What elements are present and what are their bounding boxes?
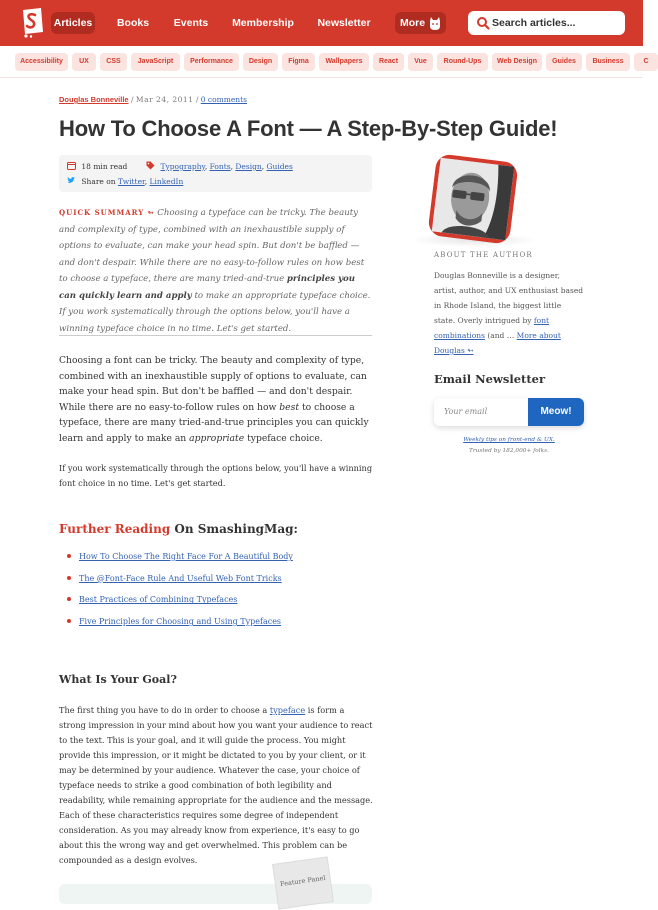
tag-css[interactable]: CSS [100, 53, 127, 71]
font-combinations-link[interactable]: font combinations [434, 316, 549, 340]
summary-text: to make an appropriate typeface choice. If you work systematically through the options below, you'll have a winning typeface choice in no time. Let's get started. [59, 291, 370, 334]
article-title: How To Choose A Font — A Step-By-Step Guide! [59, 116, 557, 142]
category-link[interactable]: Guides [267, 162, 293, 171]
subscribe-button[interactable]: Meow! [528, 398, 584, 426]
text: The first thing you have to do in order to choose a [59, 705, 267, 715]
text: (and … [487, 331, 514, 340]
tag-figma[interactable]: Figma [282, 53, 315, 71]
paragraph: If you work systematically through the options below, you'll have a winning font choice in no time. Let's get started. [59, 461, 373, 491]
comments-link[interactable]: 0 comments [201, 95, 247, 104]
list-item [67, 574, 293, 596]
tag-wallpapers[interactable]: Wallpapers [319, 53, 369, 71]
avatar-photo [432, 158, 514, 240]
meta-separator: / [196, 95, 201, 104]
text: typeface choice. [247, 433, 323, 444]
category-link[interactable]: Typography [161, 162, 205, 171]
email-field[interactable]: Your email [434, 398, 528, 426]
tag-round-ups[interactable]: Round-Ups [437, 53, 488, 71]
summary-text: Choosing a typeface can be tricky. The beauty and complexity of type, combined with an inexhaustible supply of options to evaluate, can make your head spin. But don't be baffled — and don't despair. While there are no easy-to-follow rules on how best to choose a typeface, there are many tried-and-true [59, 208, 364, 284]
smashing-logo-icon[interactable] [20, 8, 44, 38]
nav-more[interactable] [395, 12, 446, 34]
share-linkedin-link[interactable]: LinkedIn [150, 177, 184, 186]
tag-business[interactable]: Business [586, 53, 630, 71]
further-reading-list [67, 552, 293, 639]
divider [59, 335, 372, 336]
text: to choose a typeface, there are many tried-and-true principles you can quickly learn and apply to make an [59, 402, 369, 444]
author-avatar[interactable] [427, 153, 518, 244]
search-input[interactable] [468, 11, 625, 35]
list-item [67, 552, 293, 574]
emphasis: best [279, 402, 299, 413]
info-line-2: Share on Twitter, LinkedIn [67, 176, 183, 186]
feature-panel-tag: Feature Panel [272, 856, 334, 909]
tag-c[interactable]: C [634, 53, 658, 71]
text: Douglas Bonneville is a designer, artist, author, and UX enthusiast based in Rhode Island, the biggest little state. Overly intrigued by [434, 271, 583, 325]
text: Choosing a font can be tricky. The beauty and complexity of type, combined with an inexhaustible supply of options to evaluate, can make your head spin. But don't be baffled — and don't despair. While there are no easy-to-follow rules on how [59, 355, 367, 413]
tag-ux[interactable]: UX [72, 53, 96, 71]
list-item [67, 595, 293, 617]
tag-icon [146, 161, 155, 170]
about-author-label: ABOUT THE AUTHOR [434, 251, 533, 259]
further-reading-site: On SmashingMag: [174, 522, 298, 536]
further-reading-link[interactable]: The @Font-Face Rule And Useful Web Font Tricks [79, 574, 282, 583]
weekly-tips-link[interactable]: Weekly tips on front-end & UX. [434, 437, 584, 443]
tag-accessibility[interactable]: Accessibility [15, 53, 68, 71]
tag-web-design[interactable]: Web Design [492, 53, 542, 71]
tag-design[interactable]: Design [243, 53, 278, 71]
typeface-link[interactable]: typeface [270, 705, 305, 715]
nav-articles[interactable]: Articles [51, 12, 95, 34]
further-reading-heading [59, 522, 298, 536]
more-about-author-link[interactable]: More about Douglas ↬ [434, 331, 561, 355]
section-heading: What Is Your Goal? [59, 673, 177, 686]
read-time: 18 min read [81, 162, 127, 171]
author-portrait-icon [432, 158, 514, 240]
list-item [67, 617, 293, 639]
further-reading-link[interactable]: How To Choose The Right Face For A Beautiful Body [79, 552, 293, 561]
article-meta [59, 95, 247, 104]
paragraph [59, 703, 373, 868]
bullet-icon [67, 554, 71, 558]
search-icon [476, 16, 490, 30]
quick-summary-label: QUICK SUMMARY ↬ [59, 208, 155, 217]
nav-events[interactable]: Events [170, 12, 212, 34]
search-placeholder: Search articles... [492, 11, 575, 35]
author-link[interactable]: Douglas Bonneville [59, 95, 129, 104]
text: is form a strong impression in your mind about how you want your audience to react to the text. This is your goal, and it will guide the process. You might provide this impression, or it might be dictated to you by your client, or it may be determined by your audience. Whatever the case, your choice of typeface needs to strike a good combination of both legibility and readability, while remaining appropriate for the audience and the message. Each of these characteristics requires some degree of independent consideration. As you may already know from experience, it's easy to go about this the wrong way and get overwhelmed. This problem can be compounded as a design evolves. [59, 705, 373, 865]
cat-icon [428, 15, 442, 31]
tag-react[interactable]: React [373, 53, 404, 71]
nav-more-label: More [400, 17, 425, 29]
publish-date: Mar 24, 2011 [136, 95, 194, 104]
nav-books[interactable]: Books [113, 12, 153, 34]
bullet-icon [67, 597, 71, 601]
trusted-count: Trusted by 182,000+ folks. [434, 448, 584, 454]
summary-bold: principles you can quickly learn and apply [59, 274, 355, 301]
emphasis: appropriate [189, 433, 244, 444]
further-reading-link[interactable]: Five Principles for Choosing and Using Typefaces [79, 617, 281, 626]
category-link[interactable]: Design [235, 162, 261, 171]
top-nav [0, 0, 643, 46]
tag-javascript[interactable]: JavaScript [131, 53, 180, 71]
nav-newsletter[interactable]: Newsletter [313, 12, 375, 34]
twitter-icon [67, 176, 76, 185]
topic-tags-bar [0, 46, 643, 78]
nav-membership[interactable]: Membership [230, 12, 296, 34]
share-label: Share on [81, 177, 115, 186]
info-line-1: 18 min read Typography, Fonts, Design, Guides [67, 161, 293, 171]
newsletter-form [434, 398, 584, 426]
further-reading-link[interactable]: Best Practices of Combining Typefaces [79, 595, 237, 604]
calendar-icon [67, 161, 76, 170]
tag-performance[interactable]: Performance [184, 53, 239, 71]
intro-paragraph [59, 353, 373, 447]
bullet-icon [67, 576, 71, 580]
about-author-text [434, 268, 584, 358]
tag-guides[interactable]: Guides [546, 53, 582, 71]
category-link[interactable]: Fonts [210, 162, 231, 171]
further-reading-label: Further Reading [59, 522, 170, 536]
newsletter-title: Email Newsletter [434, 372, 545, 386]
meta-separator: / [131, 95, 136, 104]
article-info-box [59, 155, 372, 192]
tag-vue[interactable]: Vue [408, 53, 433, 71]
bullet-icon [67, 619, 71, 623]
share-twitter-link[interactable]: Twitter [118, 177, 145, 186]
quick-summary [59, 205, 373, 337]
